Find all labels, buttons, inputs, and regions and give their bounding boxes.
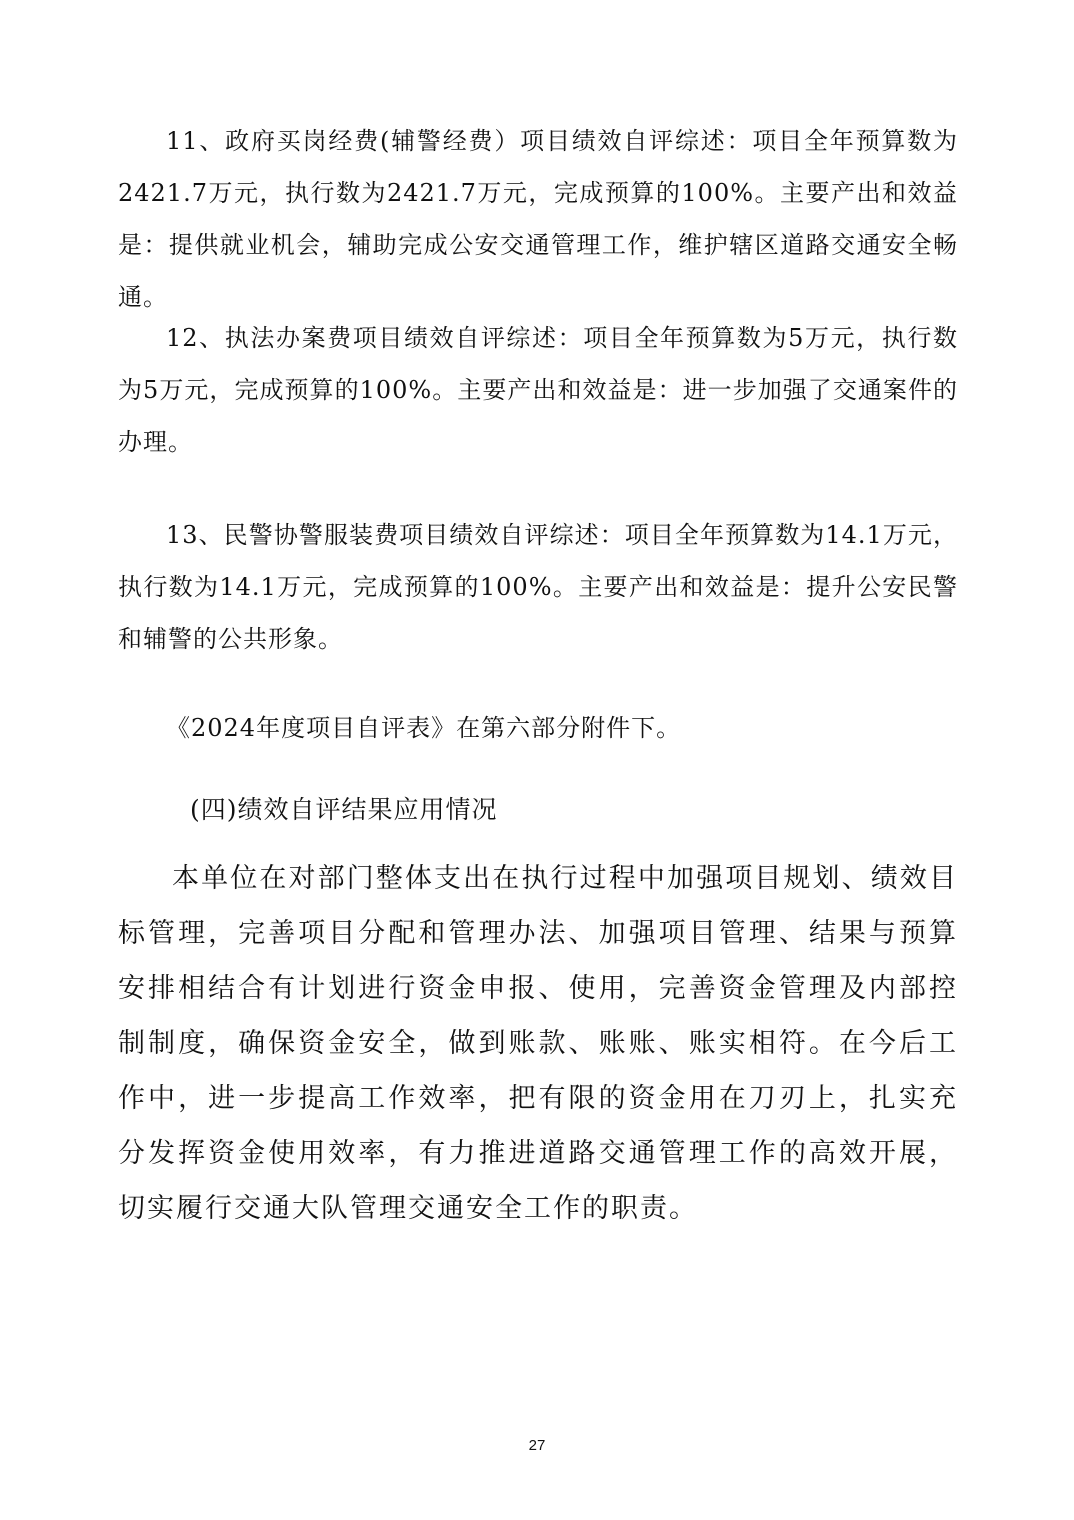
section-body-paragraph: 本单位在对部门整体支出在执行过程中加强项目规划、绩效目标管理，完善项目分配和管理办法、加强项目管理、结果与预算安排相结合有计划进行资金申报、使用，完善资金管理及内部控制制度，确保资金安全，做到账款、账账、账实相符。在今后工作中，进一步提高工作效率，把有限的资金用在刀刃上，扎实充分发挥资金使用效率，有力推进道路交通管理工作的高效开展，切实履行交通大队管理交通安全工作的职责。 [118, 863, 958, 1224]
paragraph-item-13: 13、民警协警服装费项目绩效自评综述：项目全年预算数为14.1万元，执行数为14.1万元，完成预算的100%。主要产出和效益是：提升公安民警和辅警的公共形象。 [118, 521, 958, 653]
section-heading: (四)绩效自评结果应用情况 [190, 795, 498, 824]
paragraph-item-12: 12、执法办案费项目绩效自评综述：项目全年预算数为5万元，执行数为5万元，完成预算的100%。主要产出和效益是：进一步加强了交通案件的办理。 [118, 324, 958, 456]
page-number: 27 [528, 1437, 546, 1454]
attachment-note: 《2024年度项目自评表》在第六部分附件下。 [166, 714, 682, 742]
paragraph-item-11: 11、政府买岗经费(辅警经费）项目绩效自评综述：项目全年预算数为2421.7万元，执行数为2421.7万元，完成预算的100%。主要产出和效益是：提供就业机会，辅助完成公安交通管理工作，维护辖区道路交通安全畅通。 [118, 127, 958, 311]
